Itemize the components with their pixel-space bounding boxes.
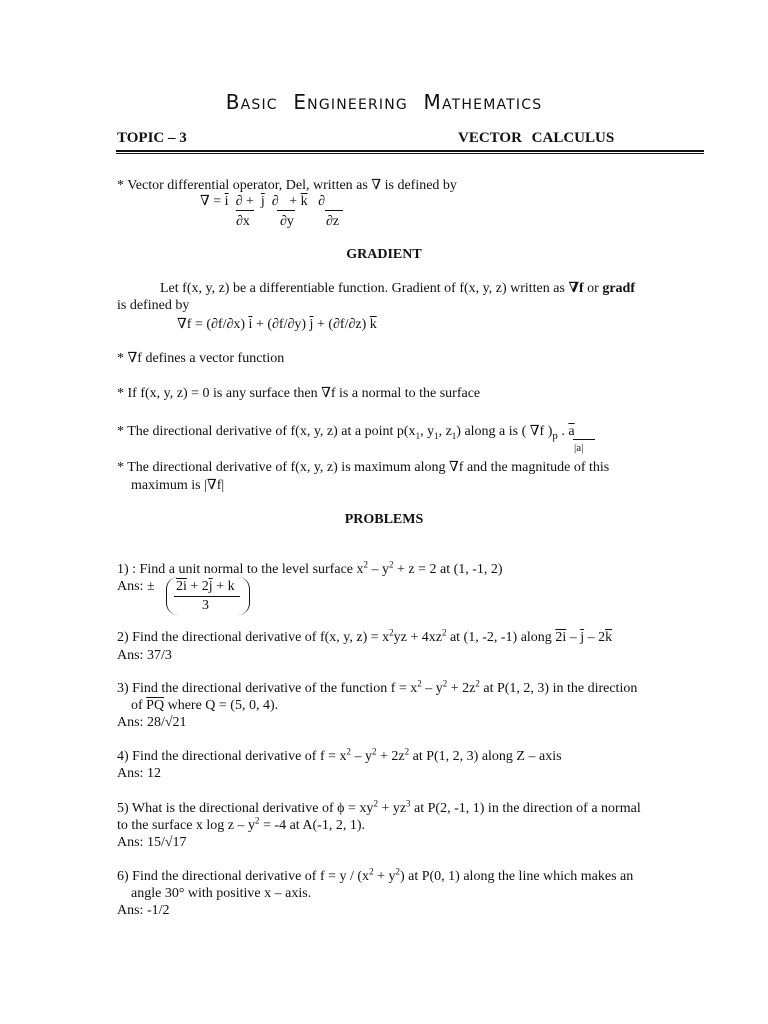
fraction-line: [236, 210, 254, 211]
unit-vector-j: $\overline{j}$: [260, 194, 265, 209]
fraction-line: [325, 210, 343, 211]
problem-2-answer: Ans: 37/3: [117, 648, 172, 663]
gradient-bullet-1: * ∇f defines a vector function: [117, 351, 285, 366]
fraction-line: [174, 596, 240, 597]
header-rule-thick: [116, 150, 704, 152]
del-denominator-z: ∂z: [326, 214, 340, 229]
gradient-bullet-2: * If f(x, y, z) = 0 is any surface then ∇f is a normal to the surface: [117, 386, 481, 401]
problem-3-answer: Ans: 28/√21: [117, 715, 187, 730]
problem-1-answer-denominator: 3: [202, 598, 209, 613]
gradient-formula: ∇f = (∂f/∂x) $\overline{i} + (\partial f/\partial y) \overline{j} + (\partial f/\partial z)$ $\overline{k}$: [177, 317, 377, 332]
unit-vector-k: $\overline{k}$: [300, 194, 308, 209]
problem-4-question: 4) Find the directional derivative of $f = x^2 - y^2 + 2z^2$ at P(1, 2, 3) along Z – axis: [117, 746, 562, 764]
problems-heading: PROBLEMS: [344, 512, 424, 527]
magnitude-a: |a|: [574, 442, 584, 454]
gradient-heading: GRADIENT: [346, 247, 422, 262]
unit-vector-i: $\overline{i}$: [224, 194, 229, 209]
document-title: Basic Engineering Mathematics: [225, 90, 543, 114]
fraction-line: [573, 439, 595, 440]
gradient-paragraph-line2: is defined by: [117, 298, 190, 313]
del-denominator-x: ∂x: [236, 214, 250, 229]
problem-1-answer-numerator: $2i + 2\overline{j} + k$: [176, 579, 235, 594]
problem-5-question: 5) What is the directional derivative of $\phi = xy^2 + yz^3$ at P(2, -1, 1) in the direction of a normal: [117, 798, 641, 816]
gradient-bullet-4-line1: * The directional derivative of f(x, y, z) is maximum along ∇f and the magnitude of this: [117, 460, 610, 475]
gradient-paragraph-line1: Let f(x, y, z) be a differentiable function. Gradient of f(x, y, z) written as ∇f or gradf: [160, 281, 635, 296]
fraction-line: [277, 210, 295, 211]
del-denominator-y: ∂y: [280, 214, 294, 229]
problem-3-question-line2: of $\overline{PQ}$ where Q = (5, 0, 4).: [131, 698, 279, 713]
header-rule-thin: [116, 153, 704, 154]
gradient-bullet-4-line2: maximum is |∇f|: [131, 478, 225, 493]
gradient-bullet-3: * The directional derivative of f(x, y, z) at a point $p(x_1$, $y_1$, $z_1$) along a is ( ∇f )$_p$ . $\overline{a}$: [117, 424, 575, 442]
problem-1-answer-label: Ans: ±: [117, 579, 155, 594]
problem-3-question: 3) Find the directional derivative of the function $f = x^2 - y^2 + 2z^2$ at P(1, 2, 3) in the direction: [117, 678, 638, 696]
problem-1-question: 1) : Find a unit normal to the level surface $x^2 - y^2 + z = 2$ at (1, -1, 2): [117, 559, 503, 577]
topic-label: TOPIC – 3: [117, 130, 187, 146]
topic-name: VECTOR CALCULUS: [458, 130, 615, 146]
problem-5-question-line2: to the surface x $\log z - y^2 = -4$ at A(-1, 2, 1).: [117, 815, 366, 833]
problem-2-question: 2) Find the directional derivative of f(x, y, $z) = x^2yz + 4xz^2$ at (1, -2, -1) along $2i - \overline{j} - 2\overline{k}$: [117, 627, 613, 645]
del-formula-numerator: ∇ = $\overline{i}$ ∂ + $\overline{j}$ ∂ + $\overline{k}$ ∂: [200, 194, 326, 209]
problem-4-answer: Ans: 12: [117, 766, 161, 781]
problem-6-question-line2: angle 30° with positive x – axis.: [131, 886, 312, 901]
del-intro: * Vector differential operator, Del, written as ∇ is defined by: [117, 178, 457, 193]
problem-6-question: 6) Find the directional derivative of $f = y / (x^2 + y^2)$ at P(0, 1) along the line which makes an: [117, 866, 634, 884]
problem-5-answer: Ans: 15/√17: [117, 835, 187, 850]
problem-6-answer: Ans: -1/2: [117, 903, 170, 918]
